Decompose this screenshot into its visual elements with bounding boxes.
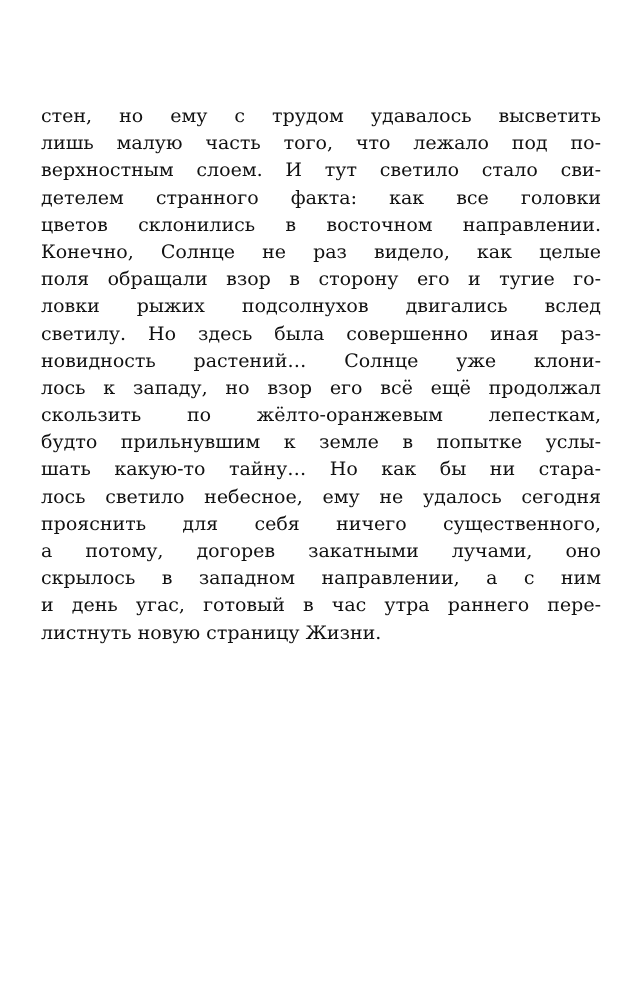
text-line: а потому, догорев закатными лучами, оно — [41, 540, 601, 562]
text-line: лишь малую часть того, что лежало под по- — [41, 132, 601, 155]
text-line: шать какую-то тайну… Но как бы ни стара- — [41, 458, 601, 481]
text-line: лось к западу, но взор его всё ещё продолжал — [41, 376, 601, 399]
text-line: стен, но ему с трудом удавалось высветить — [41, 105, 601, 127]
text-line: лось светило небесное, ему не удалось сегодня — [41, 485, 601, 508]
text-line: скрылось в западном направлении, а с ним — [41, 567, 601, 590]
text-line: цветов склонились в восточном направлении. — [41, 213, 601, 236]
body-text — [41, 103, 601, 647]
text-line: Конечно, Солнце не раз видело, как целые — [41, 240, 601, 263]
text-line: поля обращали взор в сторону его и тугие го- — [41, 268, 601, 291]
text-line: новидность растений… Солнце уже клони- — [41, 349, 601, 372]
text-line: и день угас, готовый в час утра раннего пере- — [41, 594, 601, 617]
text-line: светилу. Но здесь была совершенно иная раз- — [41, 322, 601, 345]
text-line: скользить по жёлто-оранжевым лепесткам, — [41, 404, 601, 427]
text-line: ловки рыжих подсолнухов двигались вслед — [41, 295, 601, 318]
text-line: прояснить для себя ничего существенного, — [41, 512, 601, 535]
text-line: верхностным слоем. И тут светило стало сви- — [41, 159, 601, 182]
text-line: детелем странного факта: как все головки — [41, 186, 601, 209]
text-line: будто прильнувшим к земле в попытке услы- — [41, 431, 601, 454]
text-line: листнуть новую страницу Жизни. — [41, 621, 382, 644]
